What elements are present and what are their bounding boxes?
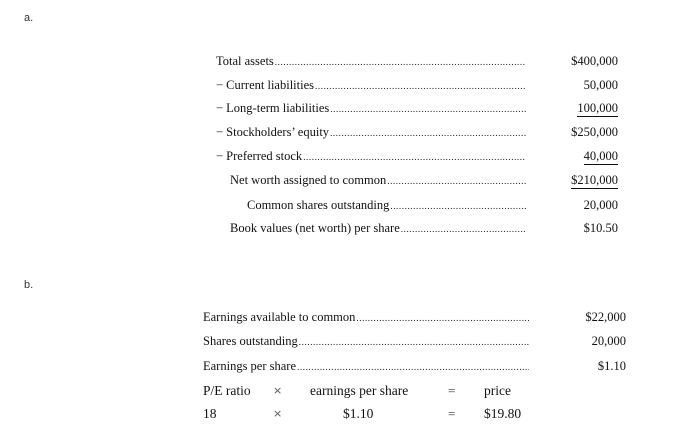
dot-leader <box>356 309 529 327</box>
row-value: 20,000 <box>591 334 626 348</box>
table-row <box>216 123 528 141</box>
multiply-symbol: × <box>273 384 283 397</box>
row-label: Book values (net worth) per share <box>230 221 400 235</box>
row-label: Common shares outstanding <box>247 198 390 212</box>
row-value-underlined <box>548 171 618 189</box>
formula-value-eps: $1.10 <box>343 406 374 421</box>
table-row <box>203 357 531 375</box>
table-row <box>230 219 528 237</box>
row-label: Earnings available to common <box>203 310 356 324</box>
dot-leader <box>303 148 526 166</box>
formula-value-price: $19.80 <box>484 406 522 421</box>
table-row <box>216 76 528 94</box>
formula-value-pe-ratio: 18 <box>203 406 217 421</box>
equals-symbol: = <box>448 406 456 421</box>
dot-leader <box>401 220 526 238</box>
dot-leader <box>330 100 526 118</box>
dot-leader <box>387 172 526 190</box>
part-a-label: a. <box>24 12 34 24</box>
multiply-symbol: × <box>273 407 283 420</box>
row-label: − Current liabilities <box>216 78 315 92</box>
dot-leader <box>390 197 526 215</box>
dot-leader <box>315 77 526 95</box>
formula-term-price: price <box>484 383 511 398</box>
dot-leader <box>330 124 526 142</box>
row-label: − Long-term liabilities <box>216 101 330 115</box>
table-row <box>230 171 528 189</box>
table-row <box>216 147 528 165</box>
row-value: 100,000 <box>577 101 618 115</box>
formula-term-eps: earnings per share <box>310 383 409 398</box>
dot-leader <box>297 358 529 376</box>
row-label: − Stockholders’ equity <box>216 125 330 139</box>
table-row <box>216 99 528 117</box>
equals-symbol: = <box>448 383 456 398</box>
row-value: $10.50 <box>583 221 618 235</box>
row-label: Net worth assigned to common <box>230 173 387 187</box>
dot-leader <box>275 53 526 71</box>
row-value: $400,000 <box>571 54 618 68</box>
row-value-underlined <box>548 147 618 165</box>
row-value: $250,000 <box>571 125 618 139</box>
row-value: $22,000 <box>585 310 626 324</box>
table-row <box>203 308 531 326</box>
part-b-label: b. <box>24 279 34 291</box>
row-label: − Preferred stock <box>216 149 303 163</box>
formula-term-pe-ratio: P/E ratio <box>203 383 251 398</box>
table-row <box>216 52 528 70</box>
row-value: $1.10 <box>597 359 626 373</box>
row-label: Total assets <box>216 54 274 68</box>
row-value: 20,000 <box>583 198 618 212</box>
row-label: Shares outstanding <box>203 334 298 348</box>
table-row <box>203 332 531 350</box>
row-value: $210,000 <box>571 173 618 187</box>
row-value: 50,000 <box>583 78 618 92</box>
row-value: 40,000 <box>583 149 618 163</box>
dot-leader <box>299 333 529 351</box>
row-label: Earnings per share <box>203 359 297 373</box>
row-value-underlined <box>548 99 618 117</box>
table-row <box>247 196 528 214</box>
